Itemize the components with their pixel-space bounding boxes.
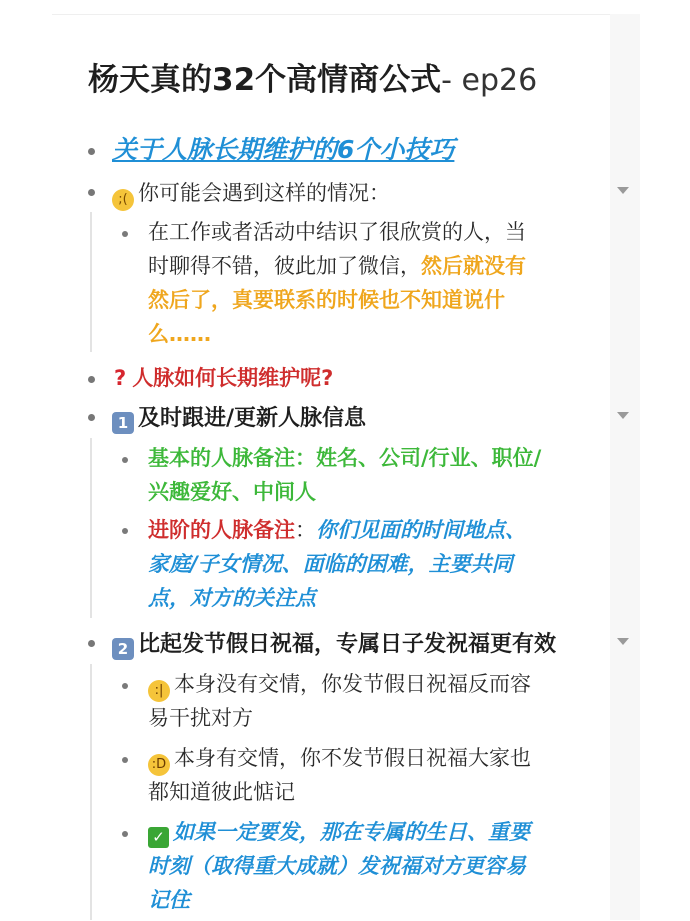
question-mark-icon: ? xyxy=(114,366,127,390)
bullet xyxy=(122,757,128,763)
tip2-heading: 2 比起发节假日祝福，专属日子发祝福更有效 xyxy=(112,627,556,660)
bullet xyxy=(122,457,128,463)
collapse-caret-icon[interactable] xyxy=(617,187,629,194)
topic-link[interactable]: 关于人脉长期维护的6个小技巧 xyxy=(112,135,455,164)
tip2-item3-line2: 时刻（取得重大成就）发祝福对方更容易 xyxy=(148,854,526,878)
collapse-gutter xyxy=(610,14,640,920)
situation-line1: 在工作或者活动中结识了很欣赏的人，当 xyxy=(148,220,526,244)
bullet xyxy=(122,528,128,534)
adv-note-line3: 点，对方的关注点 xyxy=(148,586,316,610)
tip2-item3-line3: 记住 xyxy=(148,888,190,912)
bullet xyxy=(122,683,128,689)
keycap-one-icon: 1 xyxy=(112,412,134,434)
page-title xyxy=(88,54,537,99)
tip2-item1-line2: 易干扰对方 xyxy=(148,706,253,730)
tip2-item1-line1: :| 本身没有交情，你发节假日祝福反而容 xyxy=(148,667,531,702)
bullet xyxy=(122,231,128,237)
bullet xyxy=(88,148,95,155)
check-mark-icon: ✓ xyxy=(148,827,169,848)
indent-line xyxy=(90,438,92,618)
question-heading: ? 人脉如何长期维护呢? xyxy=(114,366,334,390)
situation-heading: ;( 你可能会遇到这样的情况： xyxy=(112,176,390,211)
keycap-two-icon: 2 xyxy=(112,638,134,660)
bullet xyxy=(88,189,95,196)
title-main: 杨天真的32个高情商公式 xyxy=(88,62,442,98)
bullet xyxy=(122,831,128,837)
bullet xyxy=(88,414,95,421)
situation-line4: 么…… xyxy=(148,322,211,346)
indent-line xyxy=(90,212,92,352)
tip2-item3-line1: ✓ 如果一定要发，那在专属的生日、重要 xyxy=(148,815,530,849)
adv-note-line1: 进阶的人脉备注：你们见面的时间地点、 xyxy=(148,518,526,542)
crying-face-icon: ;( xyxy=(112,189,134,211)
tip2-item2-line2: 都知道彼此惦记 xyxy=(148,780,295,804)
tip2-item2-line1: :D 本身有交情，你不发节假日祝福大家也 xyxy=(148,741,531,776)
basic-note-line2: 兴趣爱好、中间人 xyxy=(148,480,316,504)
indent-line xyxy=(90,664,92,920)
bullet xyxy=(88,640,95,647)
basic-note-line1: 基本的人脉备注：姓名、公司/行业、职位/ xyxy=(148,446,542,470)
mask-face-icon: :| xyxy=(148,680,170,702)
grinning-face-icon: :D xyxy=(148,754,170,776)
title-episode: - ep26 xyxy=(441,63,538,98)
bullet xyxy=(88,376,95,383)
situation-line3: 然后了，真要联系的时候也不知道说什 xyxy=(148,288,505,312)
adv-note-line2: 家庭/子女情况、面临的困难，主要共同 xyxy=(148,552,513,576)
situation-line2: 时聊得不错，彼此加了微信，然后就没有 xyxy=(148,254,526,278)
tip1-heading: 1 及时跟进/更新人脉信息 xyxy=(112,401,366,434)
collapse-caret-icon[interactable] xyxy=(617,638,629,645)
collapse-caret-icon[interactable] xyxy=(617,412,629,419)
